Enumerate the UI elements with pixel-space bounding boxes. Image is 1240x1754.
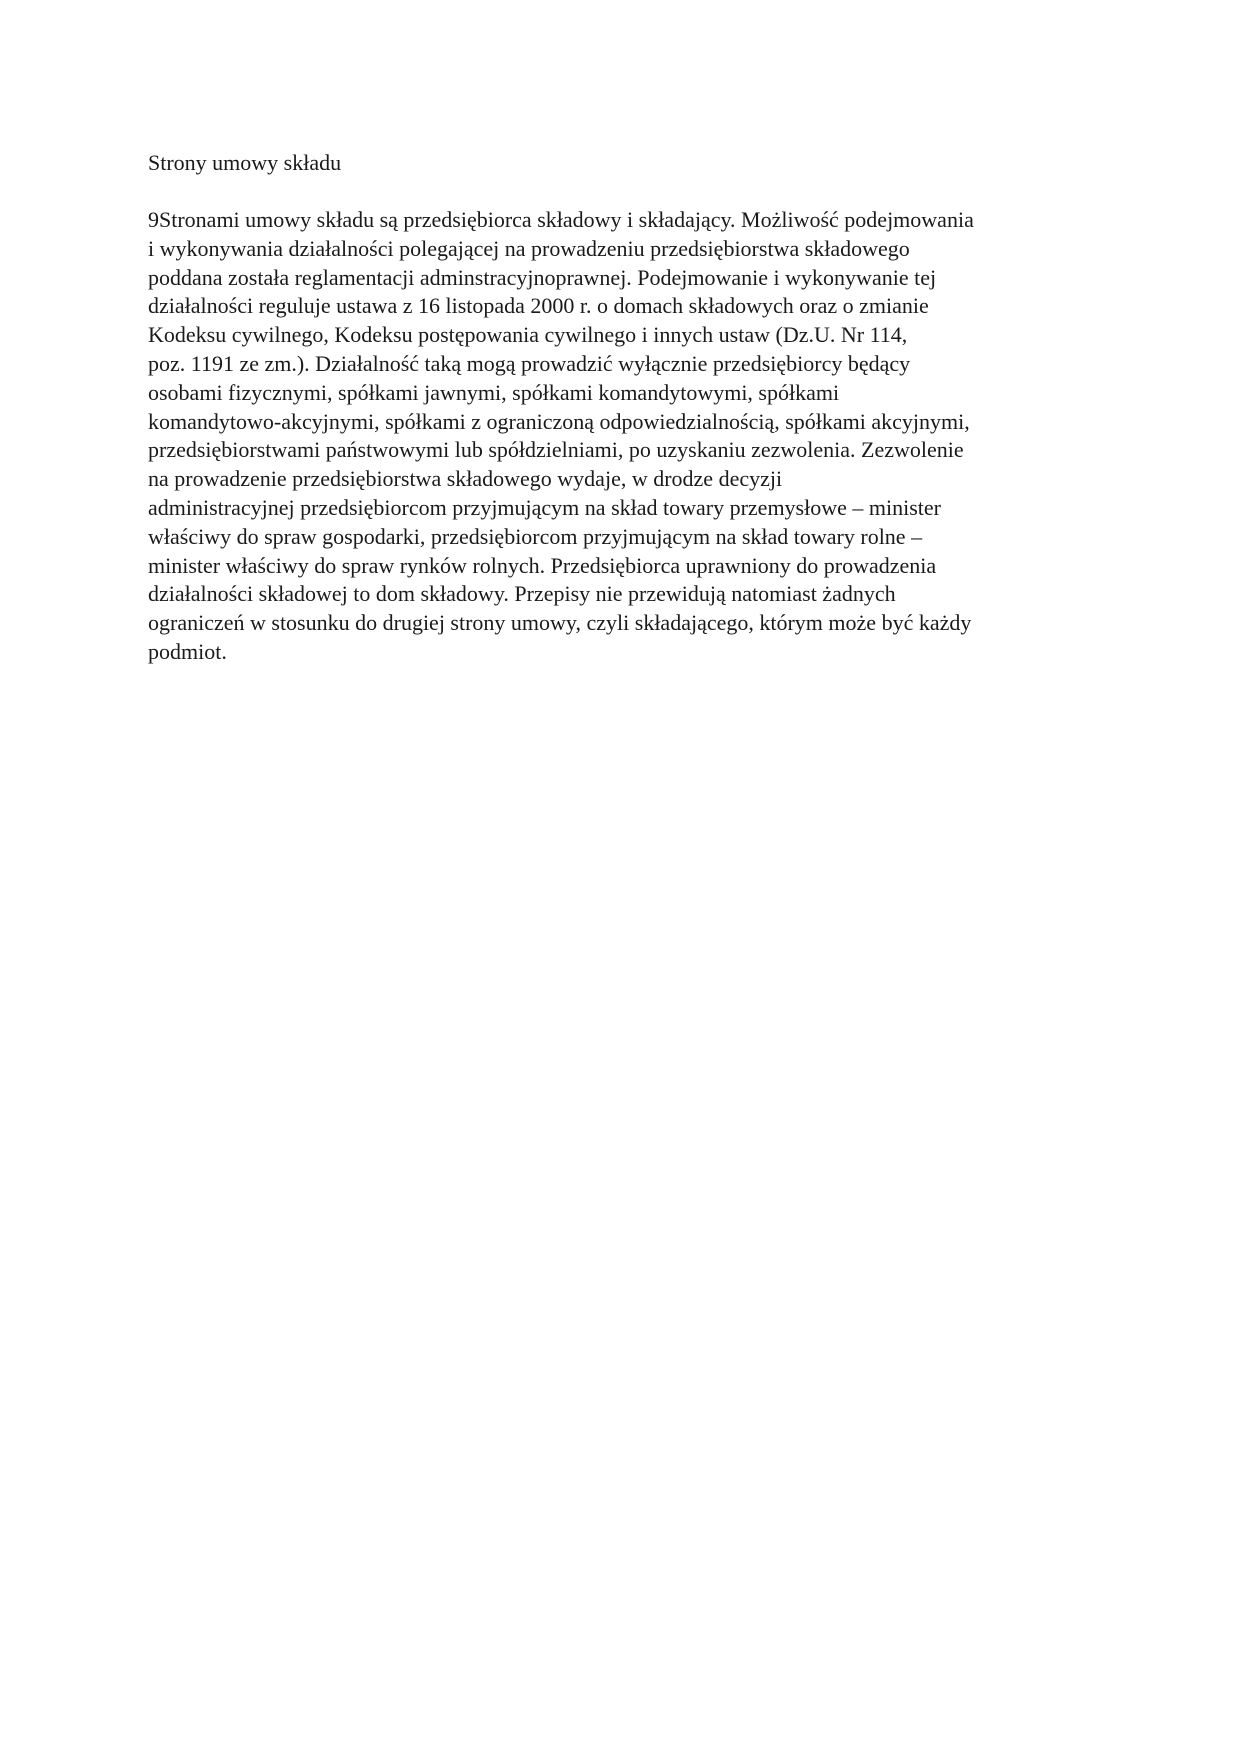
paragraph-line: przedsiębiorstwami państwowymi lub spółdzielniami, po uzyskaniu zezwolenia. Zezwolenie bbox=[148, 437, 964, 463]
paragraph-line: ograniczeń w stosunku do drugiej strony umowy, czyli składającego, którym może być każdy bbox=[148, 610, 972, 636]
paragraph-line: podmiot. bbox=[148, 638, 227, 664]
paragraph-line: osobami fizycznymi, spółkami jawnymi, spółkami komandytowymi, spółkami bbox=[148, 379, 840, 405]
paragraph-line: działalności reguluje ustawa z 16 listopada 2000 r. o domach składowych oraz o zmianie bbox=[148, 293, 929, 319]
paragraph-line: administracyjnej przedsiębiorcom przyjmującym na skład towary przemysłowe – minister bbox=[148, 494, 941, 520]
paragraph-line: właściwy do spraw gospodarki, przedsiębiorcom przyjmującym na skład towary rolne – bbox=[148, 523, 923, 549]
paragraph-line: minister właściwy do spraw rynków rolnych. Przedsiębiorca uprawniony do prowadzenia bbox=[148, 552, 937, 578]
paragraph-line: komandytowo-akcyjnymi, spółkami z ograniczoną odpowiedzialnością, spółkami akcyjnymi, bbox=[148, 408, 970, 434]
paragraph-line: na prowadzenie przedsiębiorstwa składowego wydaje, w drodze decyzji bbox=[148, 466, 783, 492]
document-title: Strony umowy składu bbox=[148, 150, 342, 175]
document-paragraph bbox=[148, 206, 1093, 667]
paragraph-line: i wykonywania działalności polegającej na prowadzeniu przedsiębiorstwa składowego bbox=[148, 235, 910, 261]
paragraph-line: Kodeksu cywilnego, Kodeksu postępowania cywilnego i innych ustaw (Dz.U. Nr 114, bbox=[148, 322, 908, 348]
paragraph-line: 9Stronami umowy składu są przedsiębiorca składowy i składający. Możliwość podejmowania bbox=[148, 207, 974, 232]
paragraph-line: poz. 1191 ze zm.). Działalność taką mogą prowadzić wyłącznie przedsiębiorcy będący bbox=[148, 350, 911, 376]
paragraph-line: działalności składowej to dom składowy. Przepisy nie przewidują natomiast żadnych bbox=[148, 581, 896, 607]
paragraph-line: poddana została reglamentacji adminstracyjnoprawnej. Podejmowanie i wykonywanie tej bbox=[148, 264, 937, 290]
